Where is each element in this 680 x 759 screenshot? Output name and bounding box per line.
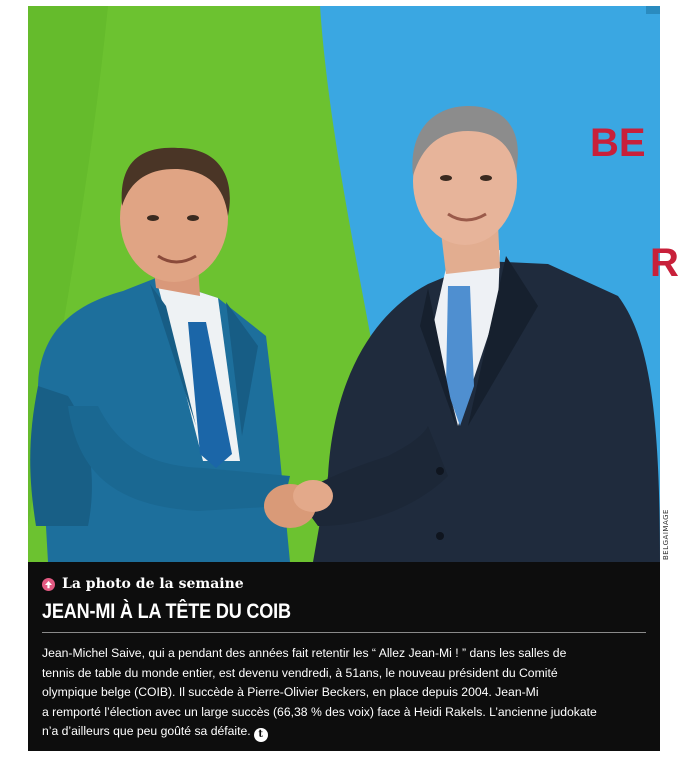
- article-line: a remporté l’élection avec un large succès (66,38 % des voix) face à Heidi Rakels. L’ancienne judokate: [42, 704, 597, 719]
- article-line: Jean-Michel Saive, qui a pendant des années fait retentir les “ Allez Jean-Mi ! ” dans les salles de: [42, 646, 567, 660]
- backdrop-letters: BE: [590, 121, 646, 165]
- article-text: [42, 644, 652, 742]
- kicker: [42, 574, 244, 594]
- arrow-up-icon: [42, 578, 55, 591]
- kicker-label: La photo de la semaine: [62, 576, 244, 592]
- photo-credit: BELGAIMAGE: [662, 509, 670, 560]
- end-mark-icon: t: [254, 728, 268, 742]
- caption-box: [28, 562, 660, 751]
- article-line-last: [42, 722, 652, 742]
- divider: [42, 632, 646, 633]
- backdrop-letter: R: [650, 241, 679, 285]
- article-line-text: n’a d’ailleurs que peu goûté sa défaite.: [42, 724, 251, 739]
- article-line: tennis de table du monde entier, est devenu vendredi, à 51ans, le nouveau président du Comité: [42, 665, 558, 680]
- headline: JEAN-MI À LA TÊTE DU COIB: [42, 600, 291, 623]
- corner-detail: [646, 6, 660, 14]
- article-line: olympique belge (COIB). Il succède à Pierre-Olivier Beckers, en place depuis 2004. Jean-Mi: [42, 685, 539, 700]
